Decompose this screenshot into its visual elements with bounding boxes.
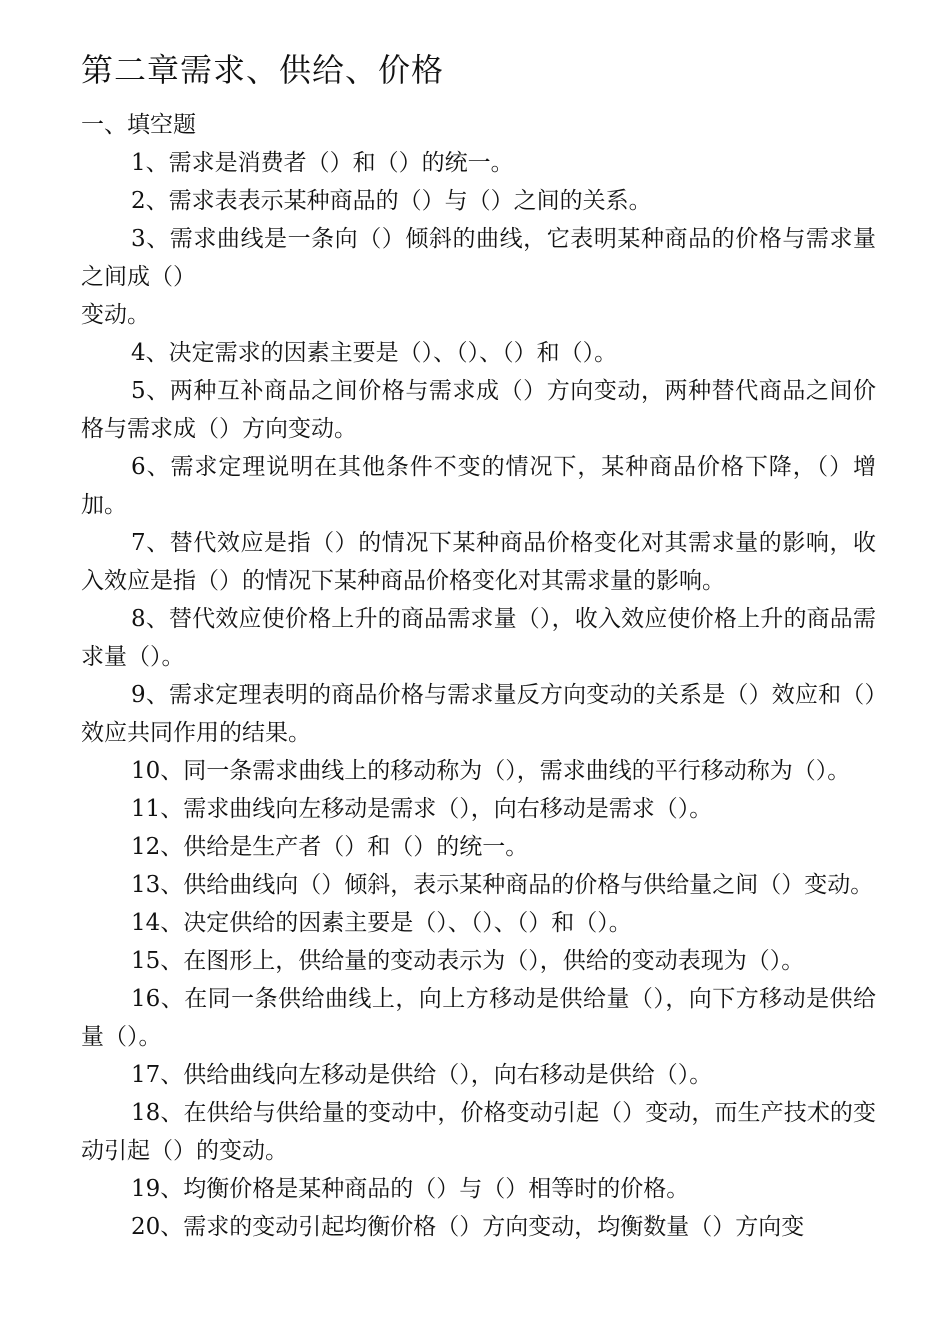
question-item xyxy=(81,752,876,790)
question-item xyxy=(81,334,876,372)
question-item xyxy=(81,524,876,600)
question-number: 8、 xyxy=(131,606,169,632)
question-item xyxy=(81,144,876,182)
question-text: 决定需求的因素主要是（）、（）、（）和（）。 xyxy=(168,340,618,366)
question-item xyxy=(81,866,876,904)
question-number: 17、 xyxy=(131,1062,184,1088)
question-number: 12、 xyxy=(131,834,184,860)
question-text: 需求表表示某种商品的（）与（）之间的关系。 xyxy=(168,188,652,214)
question-item xyxy=(81,1056,876,1094)
question-item xyxy=(81,1094,876,1170)
question-text: 供给曲线向（）倾斜，表示某种商品的价格与供给量之间（）变动。 xyxy=(183,872,874,898)
question-item xyxy=(81,1170,876,1208)
question-number: 10、 xyxy=(131,758,184,784)
document-page xyxy=(81,0,876,1246)
question-number: 16、 xyxy=(131,986,185,1012)
question-item xyxy=(81,600,876,676)
question-text: 需求定理说明在其他条件不变的情况下，某种商品价格下降，（）增加。 xyxy=(81,454,876,518)
section-heading: 一、填空题 xyxy=(81,112,196,138)
question-number: 6、 xyxy=(131,454,171,480)
question-number: 20、 xyxy=(131,1214,184,1240)
question-item xyxy=(81,790,876,828)
question-text: 需求的变动引起均衡价格（）方向变动，均衡数量（）方向变 xyxy=(183,1214,805,1240)
question-number: 15、 xyxy=(131,948,184,974)
question-text: 供给曲线向左移动是供给（），向右移动是供给（）。 xyxy=(183,1062,713,1088)
question-number: 1、 xyxy=(131,150,169,176)
question-number: 3、 xyxy=(131,226,170,252)
question-text: 在同一条供给曲线上，向上方移动是供给量（），向下方移动是供给量（）。 xyxy=(81,986,876,1050)
question-item xyxy=(81,1208,876,1246)
question-number: 5、 xyxy=(131,378,170,404)
question-text: 在供给与供给量的变动中，价格变动引起（）变动，而生产技术的变动引起（）的变动。 xyxy=(81,1100,876,1164)
question-text: 均衡价格是某种商品的（）与（）相等时的价格。 xyxy=(183,1176,690,1202)
question-item xyxy=(81,182,876,220)
question-text: 需求是消费者（）和（）的统一。 xyxy=(168,150,514,176)
question-text: 替代效应使价格上升的商品需求量（），收入效应使价格上升的商品需求量（）。 xyxy=(81,606,876,670)
question-text: 需求定理表明的商品价格与需求量反方向变动的关系是（）效应和（）效应共同作用的结果。 xyxy=(81,682,876,746)
question-text: 决定供给的因素主要是（）、（）、（）和（）。 xyxy=(183,910,632,936)
question-text-continuation: 变动。 xyxy=(81,302,150,328)
question-text: 两种互补商品之间价格与需求成（）方向变动，两种替代商品之间价格与需求成（）方向变动。 xyxy=(81,378,877,442)
question-text: 供给是生产者（）和（）的统一。 xyxy=(183,834,529,860)
question-item xyxy=(81,942,876,980)
question-text: 同一条需求曲线上的移动称为（），需求曲线的平行移动称为（）。 xyxy=(183,758,851,784)
question-item xyxy=(81,220,876,334)
question-number: 13、 xyxy=(131,872,184,898)
question-text: 需求曲线是一条向（）倾斜的曲线，它表明某种商品的价格与需求量之间成（） xyxy=(81,226,877,290)
question-item xyxy=(81,372,876,448)
question-item xyxy=(81,448,876,524)
question-item xyxy=(81,676,876,752)
question-number: 18、 xyxy=(131,1100,184,1126)
question-number: 2、 xyxy=(131,188,169,214)
chapter-title: 第二章需求、供给、价格 xyxy=(81,51,445,89)
question-text: 需求曲线向左移动是需求（），向右移动是需求（）。 xyxy=(183,796,713,822)
question-number: 14、 xyxy=(131,910,184,936)
question-number: 7、 xyxy=(131,530,170,556)
question-item xyxy=(81,980,876,1056)
question-list xyxy=(81,144,876,1246)
question-text: 替代效应是指（）的情况下某种商品价格变化对其需求量的影响，收入效应是指（）的情况下某种商品价格变化对其需求量的影响。 xyxy=(81,530,877,594)
question-number: 19、 xyxy=(131,1176,184,1202)
question-text: 在图形上，供给量的变动表示为（），供给的变动表现为（）。 xyxy=(183,948,805,974)
question-item xyxy=(81,904,876,942)
question-number: 4、 xyxy=(131,340,169,366)
question-item xyxy=(81,828,876,866)
question-number: 11、 xyxy=(131,796,184,822)
question-number: 9、 xyxy=(131,682,169,708)
